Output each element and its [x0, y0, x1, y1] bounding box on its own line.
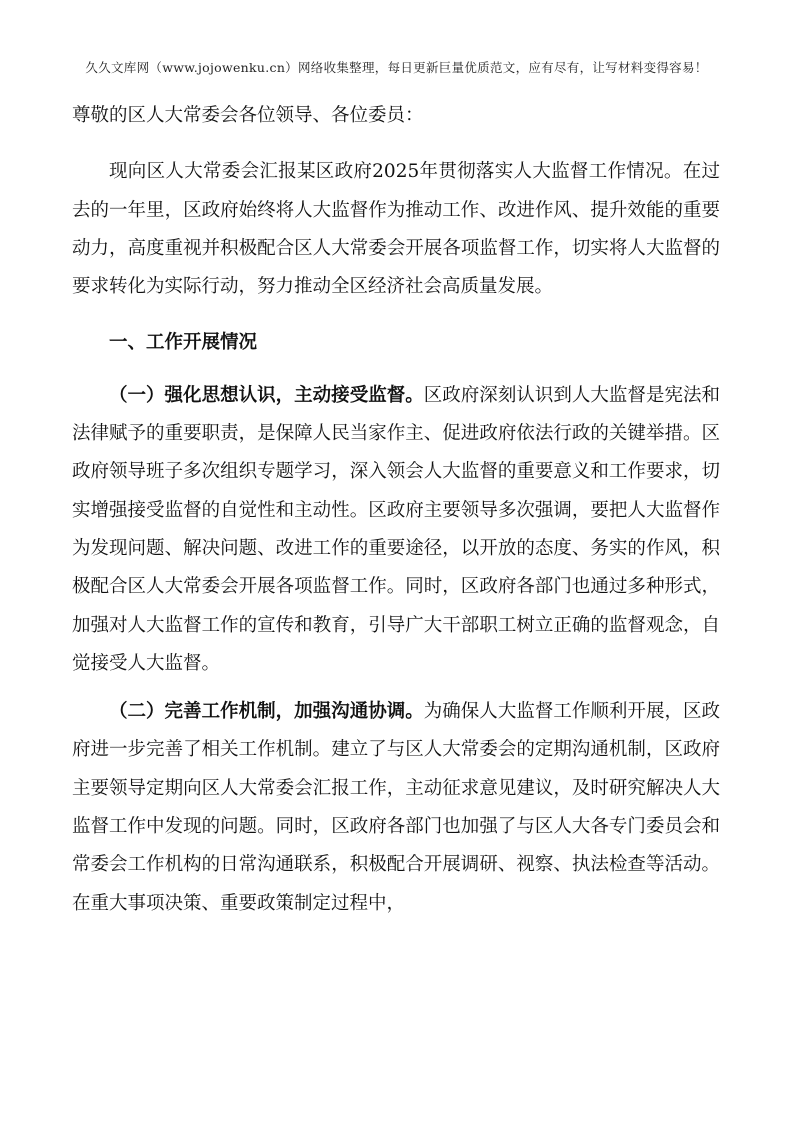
subsection-2-body: 为确保人大监督工作顺利开展，区政府进一步完善了相关工作机制。建立了与区人大常委会的定期沟通机制，区政府主要领导定期向区人大常委会汇报工作，主动征求意见建议，及时研究解决人大监督工作中发现的问题。同时，区政府各部门也加强了与区人大各专门委员会和常委会工作机构的日常沟通联系，积极配合开展调研、视察、执法检查等活动。在重大事项决策、重要政策制定过程中，	[72, 701, 720, 914]
document-body	[72, 97, 720, 933]
intro-paragraph: 现向区人大常委会汇报某区政府2025年贯彻落实人大监督工作情况。在过去的一年里，区政府始终将人大监督作为推动工作、改进作风、提升效能的重要动力，高度重视并积极配合区人大常委会开展各项监督工作，切实将人大监督的要求转化为实际行动，努力推动全区经济社会高质量发展。	[72, 161, 720, 298]
subsection-1-paragraph	[72, 377, 720, 683]
subsection-1-body: 区政府深刻认识到人大监督是宪法和法律赋予的重要职责，是保障人民当家作主、促进政府依法行政的关键举措。区政府领导班子多次组织专题学习，深入领会人大监督的重要意义和工作要求，切实增强接受监督的自觉性和主动性。区政府主要领导多次强调，要把人大监督作为发现问题、解决问题、改进工作的重要途径，以开放的态度、务实的作风，积极配合区人大常委会开展各项监督工作。同时，区政府各部门也通过多种形式，加强对人大监督工作的宣传和教育，引导广大干部职工树立正确的监督观念，自觉接受人大监督。	[72, 384, 720, 674]
section-heading: 一、工作开展情况	[109, 332, 258, 354]
subsection-1-heading: （一）强化思想认识，主动接受监督。	[109, 384, 424, 406]
subsection-2-paragraph	[72, 693, 720, 923]
header-note: 久久文库网（www.jojowenku.cn）网络收集整理，每日更新巨量优质范文，应有尽有，让写材料变得容易！	[85, 60, 708, 75]
subsection-2-heading: （二）完善工作机制，加强沟通协调。	[109, 701, 424, 723]
salutation: 尊敬的区人大常委会各位领导、各位委员：	[72, 105, 424, 126]
